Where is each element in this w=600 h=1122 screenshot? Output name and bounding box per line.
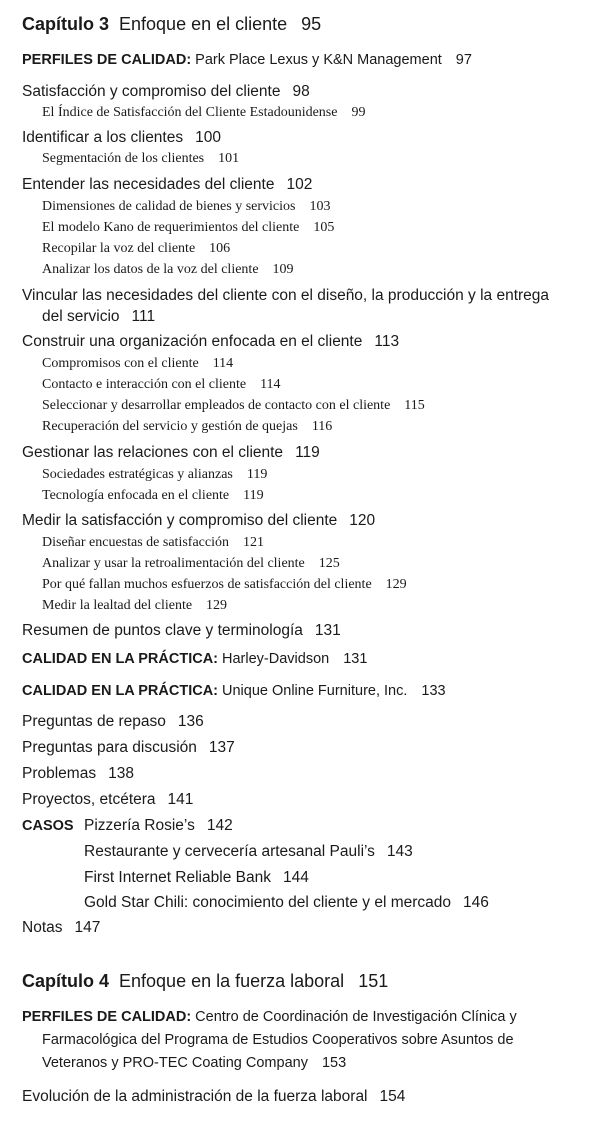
subsection-title: Sociedades estratégicas y alianzas [42, 467, 233, 482]
page-number: 141 [167, 791, 194, 808]
subsection-title: El modelo Kano de requerimientos del cliente [42, 220, 300, 235]
toc-section-continuation [42, 308, 155, 326]
toc-subsection [42, 398, 425, 414]
page-number: 137 [208, 739, 235, 756]
page-number: 114 [212, 356, 234, 371]
page-number: 153 [321, 1055, 347, 1071]
feature-title: Park Place Lexus y K&N Management [195, 52, 442, 68]
subsection-title: Contacto e interacción con el cliente [42, 377, 247, 392]
page-number: 151 [358, 971, 389, 991]
page-number: 100 [195, 129, 221, 146]
section-title: Construir una organización enfocada en el cliente [22, 333, 363, 350]
page-number: 109 [272, 262, 294, 277]
profile-continuation [42, 1032, 514, 1048]
case-title: Restaurante y cervecería artesanal Pauli’s [84, 843, 375, 860]
toc-subsection [42, 356, 233, 372]
toc-subsection [42, 419, 332, 435]
page-number: 105 [313, 220, 335, 235]
page-number: 99 [351, 105, 366, 120]
subsection-title: Medir la lealtad del cliente [42, 598, 193, 613]
case-item [84, 894, 489, 912]
subsection-title: Segmentación de los clientes [42, 151, 205, 166]
feature-label: CALIDAD EN LA PRÁCTICA: [22, 651, 219, 667]
subsection-title: Seleccionar y desarrollar empleados de contacto con el cliente [42, 398, 391, 413]
back-item-title: Proyectos, etcétera [22, 791, 156, 808]
subsection-title: Compromisos con el cliente [42, 356, 199, 371]
page-number: 119 [295, 444, 320, 461]
toc-subsection [42, 488, 264, 504]
toc-subsection [42, 220, 334, 236]
back-item-title: Preguntas para discusión [22, 739, 197, 756]
page-number: 103 [309, 199, 331, 214]
chapter-title: Enfoque en la fuerza laboral [119, 971, 345, 991]
page-number: 129 [385, 577, 407, 592]
toc-section [22, 129, 221, 147]
page-number: 120 [349, 512, 376, 529]
section-title: Medir la satisfacción y compromiso del cliente [22, 512, 338, 529]
toc-subsection [42, 262, 294, 278]
chapter-label: Capítulo 4 [22, 971, 110, 991]
page-number: 116 [311, 419, 333, 434]
page-number: 114 [260, 377, 281, 392]
feature-label: PERFILES DE CALIDAD: [22, 1009, 192, 1025]
subsection-title: Recopilar la voz del cliente [42, 241, 196, 256]
toc-subsection [42, 151, 239, 167]
subsection-title: El Índice de Satisfacción del Cliente Estadounidense [42, 105, 338, 120]
cases-entry [22, 817, 233, 835]
feature-title: Farmacológica del Programa de Estudios Cooperativos sobre Asuntos de [42, 1032, 514, 1048]
chapter-title: Enfoque en el cliente [119, 14, 288, 34]
subsection-title: Analizar y usar la retroalimentación del cliente [42, 556, 305, 571]
toc-back-item [22, 791, 193, 809]
toc-subsection [42, 467, 267, 483]
page-number: 121 [242, 535, 264, 550]
section-title: Vincular las necesidades del cliente con el diseño, la producción y la entrega [22, 287, 550, 304]
toc-subsection [42, 577, 407, 593]
toc-subsection [42, 105, 365, 121]
subsection-title: Tecnología enfocada en el cliente [42, 488, 230, 503]
toc-subsection [42, 241, 230, 257]
feature-title: Unique Online Furniture, Inc. [222, 683, 408, 699]
page-number: 154 [379, 1088, 406, 1105]
section-title: Gestionar las relaciones con el cliente [22, 444, 284, 461]
page-number: 143 [386, 843, 413, 860]
chapter-heading [22, 14, 321, 35]
toc-section [22, 1088, 405, 1106]
subsection-title: Por qué fallan muchos esfuerzos de satisfacción del cliente [42, 577, 372, 592]
subsection-title: Analizar los datos de la voz del cliente [42, 262, 259, 277]
page-number: 131 [314, 622, 341, 639]
cases-label: CASOS [22, 818, 74, 834]
case-item [84, 843, 413, 861]
section-title: Resumen de puntos clave y terminología [22, 622, 303, 639]
section-title: Entender las necesidades del cliente [22, 176, 275, 193]
profile-continuation [42, 1055, 346, 1071]
case-title: First Internet Reliable Bank [84, 869, 271, 886]
page-number: 147 [74, 919, 101, 936]
page-number: 138 [108, 765, 134, 782]
page-number: 125 [318, 556, 340, 571]
feature-label: CALIDAD EN LA PRÁCTICA: [22, 683, 219, 699]
chapter-label: Capítulo 3 [22, 14, 110, 34]
page-number: 119 [246, 467, 268, 482]
page-number: 144 [282, 869, 309, 886]
section-title: Identificar a los clientes [22, 129, 184, 146]
page-number: 131 [343, 651, 368, 667]
toc-subsection [42, 535, 264, 551]
feature-title: Veteranos y PRO-TEC Coating Company [42, 1055, 308, 1071]
toc-section [22, 512, 375, 530]
practice-entry [22, 651, 367, 667]
page-number: 106 [209, 241, 231, 256]
toc-section [22, 622, 341, 640]
toc-back-item [22, 713, 204, 731]
toc-section [22, 333, 399, 351]
page-number: 113 [374, 333, 400, 350]
page-number: 97 [455, 52, 472, 68]
subsection-title: Recuperación del servicio y gestión de quejas [42, 419, 298, 434]
feature-title: Centro de Coordinación de Investigación Clínica y [195, 1009, 517, 1025]
profile-entry [22, 52, 472, 68]
section-title: del servicio [42, 308, 120, 325]
case-item [84, 869, 309, 887]
page-number: 119 [243, 488, 264, 503]
toc-subsection [42, 556, 340, 572]
page-number: 129 [206, 598, 228, 613]
subsection-title: Dimensiones de calidad de bienes y servicios [42, 199, 296, 214]
page-number: 136 [177, 713, 204, 730]
page-number: 102 [286, 176, 313, 193]
toc-back-item [22, 765, 134, 783]
toc-section [22, 287, 549, 305]
page-number: 111 [131, 308, 156, 325]
toc-subsection [42, 199, 330, 215]
section-title: Satisfacción y compromiso del cliente [22, 83, 281, 100]
subsection-title: Diseñar encuestas de satisfacción [42, 535, 229, 550]
page-number: 133 [421, 683, 446, 699]
toc-section [22, 176, 312, 194]
chapter-heading [22, 971, 388, 992]
page-number: 115 [404, 398, 425, 413]
notes-title: Notas [22, 919, 63, 936]
page-number: 146 [463, 894, 489, 911]
toc-subsection [42, 598, 227, 614]
toc-section [22, 83, 310, 101]
feature-title: Harley-Davidson [222, 651, 330, 667]
page-number: 98 [292, 83, 310, 100]
case-title: Gold Star Chili: conocimiento del cliente y el mercado [84, 894, 452, 911]
profile-entry [22, 1009, 517, 1025]
page-number: 142 [206, 817, 233, 834]
feature-label: PERFILES DE CALIDAD: [22, 52, 192, 68]
case-title: Pizzería Rosie’s [84, 817, 195, 834]
toc-back-item [22, 919, 100, 937]
back-item-title: Problemas [22, 765, 97, 782]
toc-back-item [22, 739, 235, 757]
toc-section [22, 444, 320, 462]
page-number: 101 [218, 151, 240, 166]
section-title: Evolución de la administración de la fuerza laboral [22, 1088, 368, 1105]
practice-entry [22, 683, 446, 699]
back-item-title: Preguntas de repaso [22, 713, 166, 730]
page-number: 95 [301, 14, 322, 34]
toc-subsection [42, 377, 281, 393]
